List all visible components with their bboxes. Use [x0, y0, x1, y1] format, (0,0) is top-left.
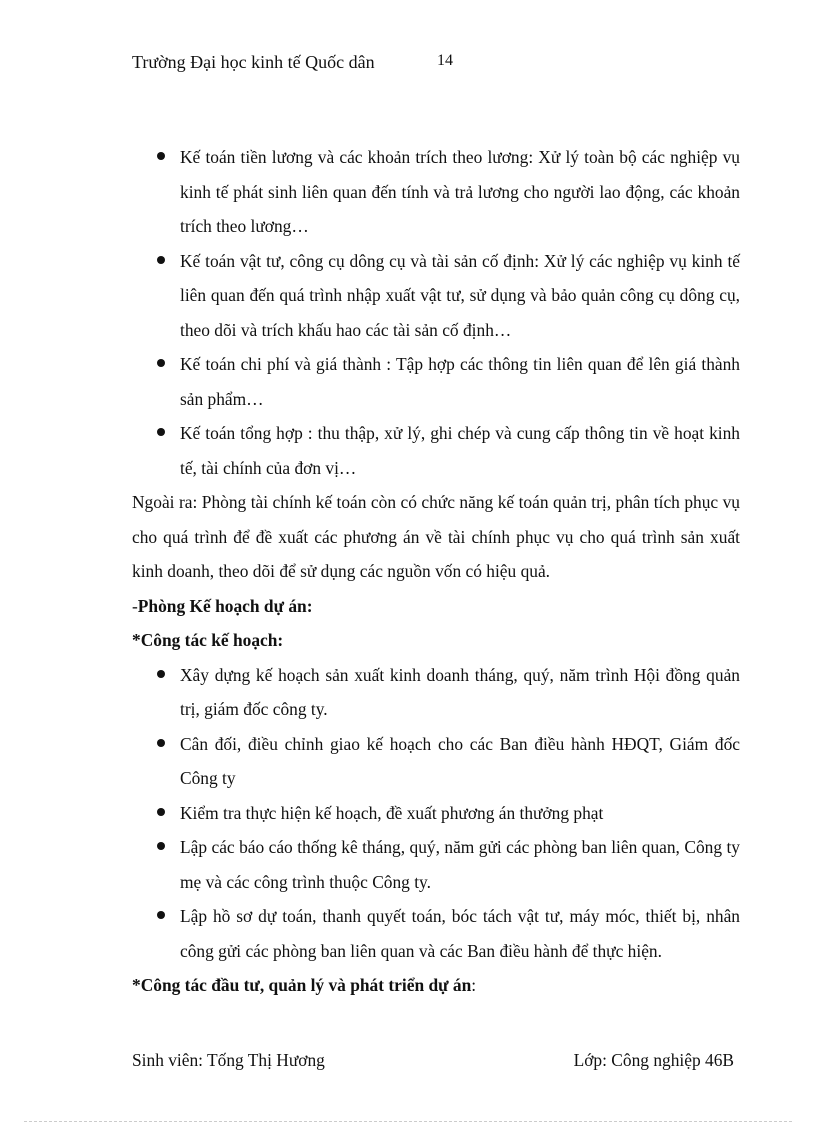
accounting-bullet-list: [132, 140, 740, 485]
bullet-icon: [157, 808, 165, 816]
list-item: Lập các báo cáo thống kê tháng, quý, năm gửi các phòng ban liên quan, Công ty mẹ và các công trình thuộc Công ty.: [132, 830, 740, 899]
list-item: Xây dựng kế hoạch sản xuất kinh doanh tháng, quý, năm trình Hội đồng quản trị, giám đốc công ty.: [132, 658, 740, 727]
heading-department: -Phòng Kế hoạch dự án:: [132, 595, 313, 616]
list-item: Kế toán chi phí và giá thành : Tập hợp các thông tin liên quan để lên giá thành sản phẩm…: [132, 347, 740, 416]
bullet-icon: [157, 739, 165, 747]
list-item: Kiểm tra thực hiện kế hoạch, đề xuất phương án thưởng phạt: [132, 796, 740, 831]
footer-student: Sinh viên: Tống Thị Hương: [132, 1050, 325, 1070]
page-bottom-divider: [24, 1121, 792, 1122]
bullet-icon: [157, 152, 165, 160]
list-item: Cân đối, điều chỉnh giao kế hoạch cho các Ban điều hành HĐQT, Giám đốc Công ty: [132, 727, 740, 796]
bullet-icon: [157, 359, 165, 367]
list-item: Kế toán vật tư, công cụ dông cụ và tài sản cố định: Xử lý các nghiệp vụ kinh tế liên quan đến quá trình nhập xuất vật tư, sử dụng và bảo quản công cụ dông cụ, theo dõi và trích khấu hao các tài sản cố định…: [132, 244, 740, 348]
header-school: Trường Đại học kinh tế Quốc dân: [132, 52, 375, 72]
bullet-icon: [157, 670, 165, 678]
body-paragraph: Ngoài ra: Phòng tài chính kế toán còn có chức năng kế toán quản trị, phân tích phục vụ cho quá trình để đề xuất các phương án về tài chính phục vụ cho quá trình sản xuất kinh doanh, theo dõi để sử dụng các nguồn vốn có hiệu quả.: [132, 492, 740, 581]
list-item: Kế toán tổng hợp : thu thập, xử lý, ghi chép và cung cấp thông tin về hoạt kinh tế, tài chính của đơn vị…: [132, 416, 740, 485]
list-item: Lập hồ sơ dự toán, thanh quyết toán, bóc tách vật tư, máy móc, thiết bị, nhân công gửi các phòng ban liên quan và các Ban điều hành để thực hiện.: [132, 899, 740, 968]
bullet-icon: [157, 842, 165, 850]
bullet-icon: [157, 428, 165, 436]
bullet-icon: [157, 911, 165, 919]
main-content: [132, 140, 740, 1003]
bullet-icon: [157, 256, 165, 264]
heading-investment: *Công tác đầu tư, quản lý và phát triển dự án:: [132, 975, 477, 995]
list-item: Kế toán tiền lương và các khoản trích theo lương: Xử lý toàn bộ các nghiệp vụ kinh tế phát sinh liên quan đến tính và trả lương cho người lao động, các khoản trích theo lương…: [132, 140, 740, 244]
page-number: 14: [437, 52, 453, 69]
footer-class: Lớp: Công nghiệp 46B: [573, 1050, 734, 1070]
planning-bullet-list: [132, 658, 740, 969]
heading-planning: *Công tác kế hoạch:: [132, 630, 284, 650]
